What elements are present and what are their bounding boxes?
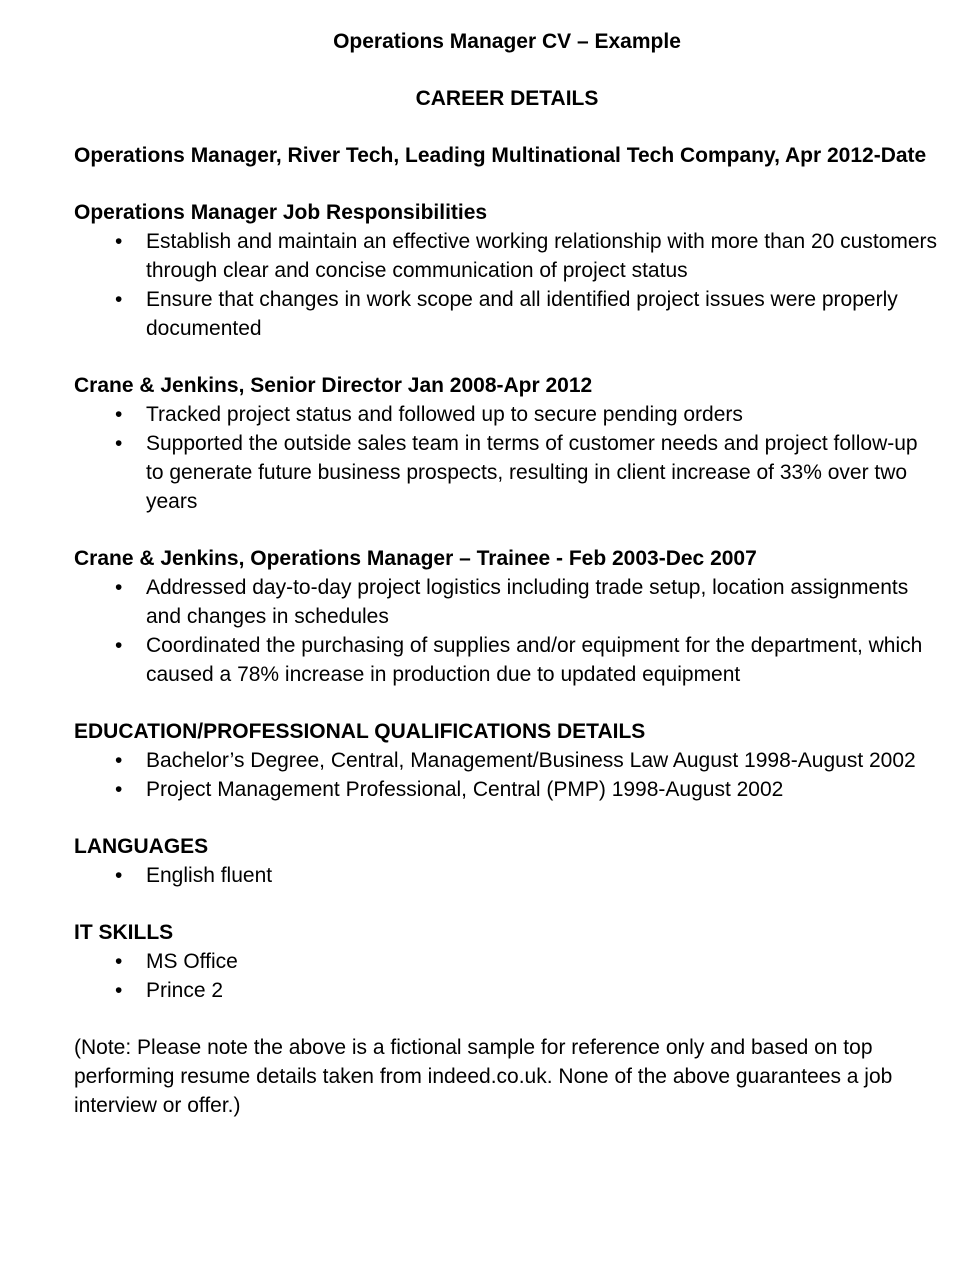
section-heading: Crane & Jenkins, Senior Director Jan 2008-Apr 2012 xyxy=(74,374,593,397)
bullet-item: • MS Office xyxy=(146,947,940,976)
section-heading: Operations Manager Job Responsibilities xyxy=(74,201,488,224)
current-role-heading: Operations Manager, River Tech, Leading Multinational Tech Company, Apr 2012-Date xyxy=(74,144,927,167)
bullet-item: • Prince 2 xyxy=(146,976,940,1005)
bullet-item: • Coordinated the purchasing of supplies and/or equipment for the department, which caused a 78% increase in production due to updated equipment xyxy=(146,631,940,689)
bullet-list xyxy=(74,861,940,890)
bullet-list xyxy=(74,746,940,804)
disclaimer-note: (Note: Please note the above is a fictional sample for reference only and based on top performing resume details taken from indeed.co.uk. None of the above guarantees a job interview or offer.) xyxy=(74,1036,893,1117)
section-senior-director xyxy=(74,371,940,516)
bullet-item: • Ensure that changes in work scope and all identified project issues were properly documented xyxy=(146,285,940,343)
section-job-responsibilities xyxy=(74,198,940,343)
bullet-list xyxy=(74,947,940,1005)
document-title: Operations Manager CV – Example xyxy=(333,30,681,53)
bullet-item: • Project Management Professional, Central (PMP) 1998-August 2002 xyxy=(146,775,940,804)
bullet-list xyxy=(74,573,940,689)
bullet-list xyxy=(74,227,940,343)
bullet-list xyxy=(74,400,940,516)
section-heading: Crane & Jenkins, Operations Manager – Trainee - Feb 2003-Dec 2007 xyxy=(74,547,757,570)
career-details-heading: CAREER DETAILS xyxy=(415,87,599,110)
section-it-skills xyxy=(74,918,940,1005)
bullet-item: • Supported the outside sales team in terms of customer needs and project follow-up to generate future business prospects, resulting in client increase of 33% over two years xyxy=(146,429,940,516)
bullet-item: • Tracked project status and followed up to secure pending orders xyxy=(146,400,940,429)
section-education xyxy=(74,717,940,804)
bullet-item: • Establish and maintain an effective working relationship with more than 20 customers through clear and concise communication of project status xyxy=(146,227,940,285)
section-heading: LANGUAGES xyxy=(74,835,209,858)
bullet-item: • Bachelor’s Degree, Central, Management/Business Law August 1998-August 2002 xyxy=(146,746,940,775)
section-heading: EDUCATION/PROFESSIONAL QUALIFICATIONS DETAILS xyxy=(74,720,646,743)
section-languages xyxy=(74,832,940,890)
bullet-item: • Addressed day-to-day project logistics including trade setup, location assignments and changes in schedules xyxy=(146,573,940,631)
section-heading: IT SKILLS xyxy=(74,921,174,944)
section-operations-manager-trainee xyxy=(74,544,940,689)
bullet-item: • English fluent xyxy=(146,861,940,890)
